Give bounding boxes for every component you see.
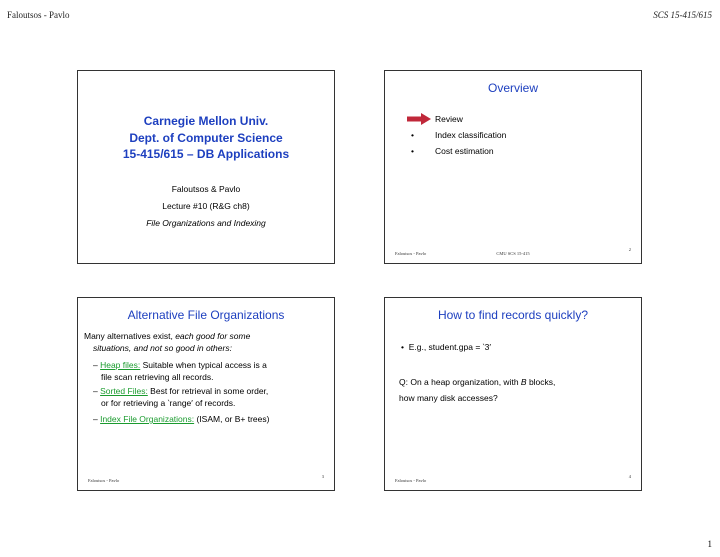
sorted-files-link[interactable]: Sorted Files:	[100, 386, 148, 396]
slide-2-title: Overview	[487, 81, 538, 95]
slide-number: 2	[628, 247, 631, 252]
slide-3-title: Alternative File Organizations	[127, 308, 285, 322]
list-item	[407, 143, 506, 159]
page-number: 1	[707, 539, 712, 549]
title-line-1: Carnegie Mellon Univ.	[143, 114, 269, 128]
slide-footer-left: Faloutsos - Pavlo	[88, 478, 120, 483]
topic: File Organizations and Indexing	[146, 218, 266, 228]
index-file-organizations-link[interactable]: Index File Organizations:	[100, 414, 195, 424]
overview-list	[407, 111, 506, 159]
slide-footer-center: CMU SCS 15-415	[496, 251, 530, 256]
slide-3	[77, 297, 335, 491]
slide-1	[77, 70, 335, 264]
lecture: Lecture #10 (R&G ch8)	[162, 201, 250, 211]
list-item: – Heap files: Suitable when typical access is a file scan retrieving all records.	[93, 360, 267, 382]
arrow-right-icon	[407, 113, 435, 125]
intro-line-2: situations, and not so good in others:	[93, 343, 232, 353]
list-item: – Sorted Files: Best for retrieval in some order, or for retrieving a ‵range′ of records.	[93, 386, 269, 408]
list-item: – Index File Organizations: (ISAM, or B+ trees)	[93, 414, 270, 424]
authors: Faloutsos & Pavlo	[171, 184, 241, 194]
page-header-left: Faloutsos - Pavlo	[7, 10, 70, 20]
slide-3-body	[84, 330, 328, 425]
slide-2	[384, 70, 642, 264]
heap-files-link[interactable]: Heap files:	[100, 360, 141, 370]
list-item	[401, 342, 491, 353]
question: Q: On a heap organization, with B blocks, how many disk accesses?	[399, 377, 556, 403]
page-header-right: SCS 15-415/615	[653, 10, 712, 20]
list-item	[407, 111, 506, 127]
list-item	[407, 127, 506, 143]
list-item-label: E.g., student.gpa = ‵3′	[408, 342, 491, 352]
bullet-icon: •	[411, 146, 414, 156]
slide-1-title	[78, 113, 334, 163]
list-item-label: Cost estimation	[435, 146, 494, 156]
slide-4	[384, 297, 642, 491]
title-line-2: Dept. of Computer Science	[129, 130, 283, 145]
list-item-label: Review	[435, 114, 463, 124]
slide-number: 4	[628, 474, 631, 479]
intro-line-1: Many alternatives exist, each good for some	[84, 331, 251, 341]
slide-1-body	[78, 181, 334, 232]
slide-footer-left: Faloutsos - Pavlo	[395, 251, 427, 256]
list-item-label: Index classification	[435, 130, 507, 140]
bullet-icon: •	[401, 342, 409, 352]
bullet-icon: •	[411, 130, 414, 140]
slide-footer-left: Faloutsos - Pavlo	[395, 478, 427, 483]
slide-number: 3	[321, 474, 324, 479]
slide-4-title: How to find records quickly?	[437, 308, 589, 322]
title-line-3: 15-415/615 – DB Applications	[122, 147, 290, 161]
